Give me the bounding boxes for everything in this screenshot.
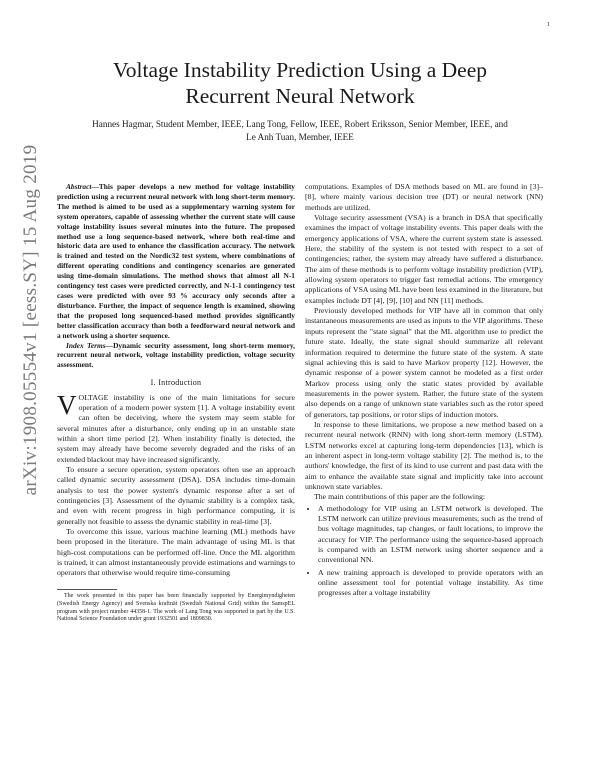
index-terms-text: —Dynamic security assessment, long short-term memory, recurrent neural network, voltage instability prediction, voltage security assessment. [57,340,296,370]
abstract [57,182,295,341]
right-paragraph-5: The main contributions of this paper are the following: [314,492,486,502]
author-list [60,118,540,144]
footnote: The work presented in this paper has been financially supported by Energimyndigheten (Swedish Energy Agency) and Svenska kraftnät (Swedish National Grid) within the SamspEL program with project number 44358-1. The work of Lang Tong was supported in part by the U.S. National Science Foundation under grant 1932501 and 1809830. [57,592,295,623]
title-line-2: Recurrent Neural Network [185,84,415,108]
arxiv-stamp-text: arXiv:1908.05554v1 [eess.SY] 15 Aug 2019 [20,144,41,496]
list-item: • A new training approach is developed to provide operators with an online assessment tool for potential voltage instability. As time progresses after a voltage instability [318,568,543,599]
intro-paragraph-3: To overcome this issue, various machine learning (ML) methods have been proposed in the literature. The main advantage of using ML is that high-cost computations can be performed off-line. Once the ML algorithm is trained, it can almost instantaneously provide estimations and warnings to operators that otherwise would require time-consuming [57,527,295,578]
abstract-label: Abstract [66,182,92,191]
footnote-rule [57,589,117,590]
right-paragraph-2: Voltage security assessment (VSA) is a branch in DSA that specifically examines the impact of voltage instability events. This paper deals with the emergency applications of VSA, where the current system state is assessed. Here, the stability of the system is not tested with respect to a set of contingencies; rather, the system may already have suffered a disturbance. The aim of these methods is to perform voltage instability prediction (VIP), allowing system operators to trigger fast remedial actions. The emergency applications of VSA using ML have been less examined in the literature, but examples include DT [4], [9], [10] and NN [11] methods. [305,213,543,305]
right-paragraph-4: In response to these limitations, we propose a new method based on a recurrent neural network (RNN) with long short-term memory (LSTM). LSTM networks excel at capturing long-term dependencies [13], which is an inherent aspect in long-term voltage stability [2]. The method is, to the authors' knowledge, the first of its kind to use current and past data with the aim to enhance the available state signal and implicitly take into account unknown state variables. [305,419,543,491]
title-line-1: Voltage Instability Prediction Using a Deep [113,58,487,82]
contributions-list [305,504,543,599]
abstract-text: —This paper develops a new method for voltage instability prediction using a recurrent neural network with long short-term memory. The method is aimed to be used as a supplementary warning system for system operators, capable of assessing whether the current state will cause voltage instability issues several minutes into the future. The proposed method use a long sequence-based network, where both real-time and historic data are used to enhance the classification accuracy. The network is trained and tested on the Nordic32 test system, where combinations of different operating conditions and contingency scenarios are generated using time-domain simulations. The method shows that almost all N-1 contingency test cases were predicted correctly, and N-1-1 contingency test cases were predicted with over 93 % accuracy only seconds after a disturbance. Further, the impact of sequence length is examined, showing that the proposed long sequenced-based method provides significantly better classification accuracy than both a feedforward neural network and a network using a shorter sequence. [57,182,295,340]
list-item: • A methodology for VIP using an LSTM network is developed. The LSTM network can utilize previous measurements, such as the trend of bus voltage magnitudes, tap changes, or fault locations, to improve the accuracy for VIP. The performance using the sequence-based approach is compared with an LSTM network using shorter sequence and a conventional NN. [318,504,543,566]
arxiv-stamp [16,140,46,500]
index-terms [57,341,295,371]
right-paragraph-3: Previously developed methods for VIP have all in common that only instantaneous measurements are used as inputs to the VIP algorithms. These inputs represent the "state signal" that the ML algorithm use to predict the future state. Ideally, the state signal should summarize all relevant information required to determine the future state of the system. A state signal achieving this is said to have Markov property [12]. However, the dynamic response of a power system cannot be modeled as a first order Markov process using only the static states provided by available measurements in the power system. Rather, the future state of the system also depends on a range of unknown state variables such as the rotor speed of generators, tap positions, or rotor slips of induction motors. [305,306,543,419]
left-column [57,182,295,624]
drop-cap: V [57,389,77,420]
index-terms-label: Index Terms [66,340,106,350]
section-heading-introduction: I. Introduction [150,378,202,388]
authors-line-1: Hannes Hagmar, Student Member, IEEE, Lang Tong, Fellow, IEEE, Robert Eriksson, Senior Member, IEEE, and [92,119,508,129]
authors-line-2: Le Anh Tuan, Member, IEEE [246,132,354,142]
intro-paragraph-2: To ensure a secure operation, system operators often use an approach called dynamic security assessment (DSA). DSA includes time-domain analysis to test the power system's dynamic response after a set of contingencies [3]. Assessment of the dynamic stability is a complex task, and even with recent progress in high performance computing, it is generally not feasible to assess the dynamic stability in real-time [3]. [57,464,295,526]
intro-paragraph-1-text: OLTAGE instability is one of the main limitations for secure operation of a modern power system [1]. A voltage instability event can often be deceiving, where the system may seem stable for several minutes after a disturbance, only ending up in an unstable state within a short time period [2]. When instability finally is detected, the system may already have become severely degraded and the risks of an extended blackout may have increased significantly. [57,392,295,464]
intro-paragraph-1 [57,389,295,465]
paper-title [60,57,540,109]
page-number: 1 [547,22,550,28]
right-column [305,182,543,601]
right-paragraph-1: computations. Examples of DSA methods based on ML are found in [3]–[8], where mainly various decision tree (DT) or neural network (NN) methods are utilized. [305,182,543,212]
